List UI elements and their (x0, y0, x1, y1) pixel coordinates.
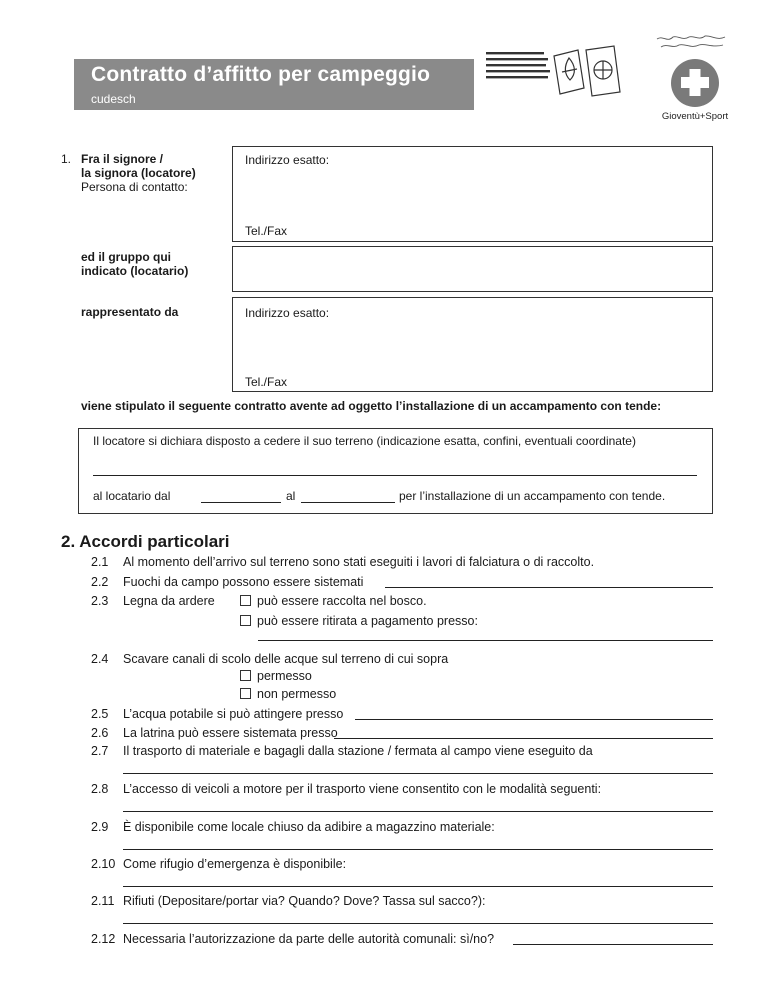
contract-intro: viene stipulato il seguente contratto avente ad oggetto l’installazione di un accampamento con tende: (81, 399, 662, 413)
scout-movement-logo (486, 44, 638, 102)
js-logo-text: Gioventù+Sport (661, 111, 729, 122)
party1-label-line2: la signora (locatore) (81, 166, 196, 180)
item-2-7-text: Il trasporto di materiale e bagagli dalla stazione / fermata al campo viene eseguito da (123, 744, 593, 758)
locator-address-label: Indirizzo esatto: (245, 153, 330, 167)
wood-collect-checkbox[interactable] (240, 595, 251, 606)
drain-allowed-label: permesso (257, 669, 312, 683)
item-2-9-text: È disponibile come locale chiuso da adibire a magazzino materiale: (123, 820, 495, 834)
page-title: Contratto d’affitto per campeggio (91, 63, 431, 86)
item-2-9-num: 2.9 (91, 820, 109, 834)
drain-denied-checkbox[interactable] (240, 688, 251, 699)
terrain-from-label: al locatario dal (93, 489, 171, 503)
item-2-11-num: 2.11 (91, 894, 115, 908)
item-2-3-text: Legna da ardere (123, 594, 215, 608)
rep-label (81, 305, 178, 319)
terrain-to-label: al (286, 489, 296, 503)
item-2-8-num: 2.8 (91, 782, 109, 796)
campfire-field[interactable] (385, 587, 713, 588)
transport-field[interactable] (123, 773, 713, 774)
item-2-10-text: Come rifugio d’emergenza è disponibile: (123, 857, 347, 871)
terrain-purpose: per l’installazione di un accampamento con tende. (399, 489, 666, 503)
gioventu-sport-logo (655, 33, 737, 123)
date-to-field[interactable] (301, 502, 395, 503)
group-label-line1: ed il gruppo qui (81, 250, 171, 264)
title-banner (74, 59, 474, 110)
terrain-text: Il locatore si dichiara disposto a cedere il suo terreno (indicazione esatta, confini, eventuali coordinate) (93, 434, 636, 448)
wood-option-collect[interactable] (240, 594, 427, 608)
drain-allowed-checkbox[interactable] (240, 670, 251, 681)
locator-address-box[interactable] (232, 146, 713, 242)
drain-option-allowed[interactable] (240, 669, 312, 683)
page-subtitle: cudesch (91, 92, 136, 106)
latrine-field[interactable] (334, 738, 713, 739)
shelter-field[interactable] (123, 886, 713, 887)
item-2-11-text: Rifiuti (Depositare/portar via? Quando? Dove? Tassa sul sacco?): (123, 894, 486, 908)
wood-collect-label: può essere raccolta nel bosco. (257, 594, 427, 608)
section2-heading: 2. Accordi particolari (61, 532, 230, 551)
item-2-4-num: 2.4 (91, 652, 109, 666)
item-2-8-text: L’accesso di veicoli a motore per il trasporto viene consentito con le modalità seguenti: (123, 782, 602, 796)
wood-buy-checkbox[interactable] (240, 615, 251, 626)
wood-option-buy[interactable] (240, 614, 478, 628)
water-field[interactable] (355, 719, 713, 720)
group-label-line2: indicato (locatario) (81, 264, 189, 278)
party1-label-line3: Persona di contatto: (81, 180, 188, 194)
drain-option-denied[interactable] (240, 687, 336, 701)
rep-address-label: Indirizzo esatto: (245, 306, 330, 320)
rep-address-box[interactable] (232, 297, 713, 392)
item-2-1-text: Al momento dell’arrivo sul terreno sono stati eseguiti i lavori di falciatura o di raccolto. (123, 555, 595, 569)
drain-denied-label: non permesso (257, 687, 337, 701)
terrain-box[interactable] (78, 428, 713, 514)
rep-label-text: rappresentato da (81, 305, 179, 319)
item-2-12-num: 2.12 (91, 932, 116, 946)
section1-number: 1. (61, 152, 72, 166)
wood-buy-label: può essere ritirata a pagamento presso: (257, 614, 478, 628)
authorization-field[interactable] (513, 944, 713, 945)
item-2-4-text: Scavare canali di scolo delle acque sul terreno di cui sopra (123, 652, 449, 666)
item-2-2-text: Fuochi da campo possono essere sistemati (123, 575, 364, 589)
date-from-field[interactable] (201, 502, 281, 503)
item-2-6-text: La latrina può essere sistemata presso (123, 726, 338, 740)
vehicle-access-field[interactable] (123, 811, 713, 812)
locator-tel-label: Tel./Fax (245, 224, 288, 238)
group-label (81, 250, 188, 278)
storage-field[interactable] (123, 849, 713, 850)
item-2-3-num: 2.3 (91, 594, 109, 608)
group-box[interactable] (232, 246, 713, 292)
item-2-12-text: Necessaria l’autorizzazione da parte delle autorità comunali: sì/no? (123, 932, 495, 946)
item-2-7-num: 2.7 (91, 744, 109, 758)
item-2-10-num: 2.10 (91, 857, 116, 871)
wood-buy-field[interactable] (258, 640, 713, 641)
rep-tel-label: Tel./Fax (245, 375, 288, 389)
party1-label-line1: Fra il signore / (81, 152, 164, 166)
item-2-2-num: 2.2 (91, 575, 109, 589)
party1-label (81, 152, 196, 194)
terrain-fill-line[interactable] (93, 475, 697, 476)
item-2-5-text: L’acqua potabile si può attingere presso (123, 707, 344, 721)
item-2-6-num: 2.6 (91, 726, 109, 740)
item-2-5-num: 2.5 (91, 707, 109, 721)
waste-field[interactable] (123, 923, 713, 924)
item-2-1-num: 2.1 (91, 555, 109, 569)
